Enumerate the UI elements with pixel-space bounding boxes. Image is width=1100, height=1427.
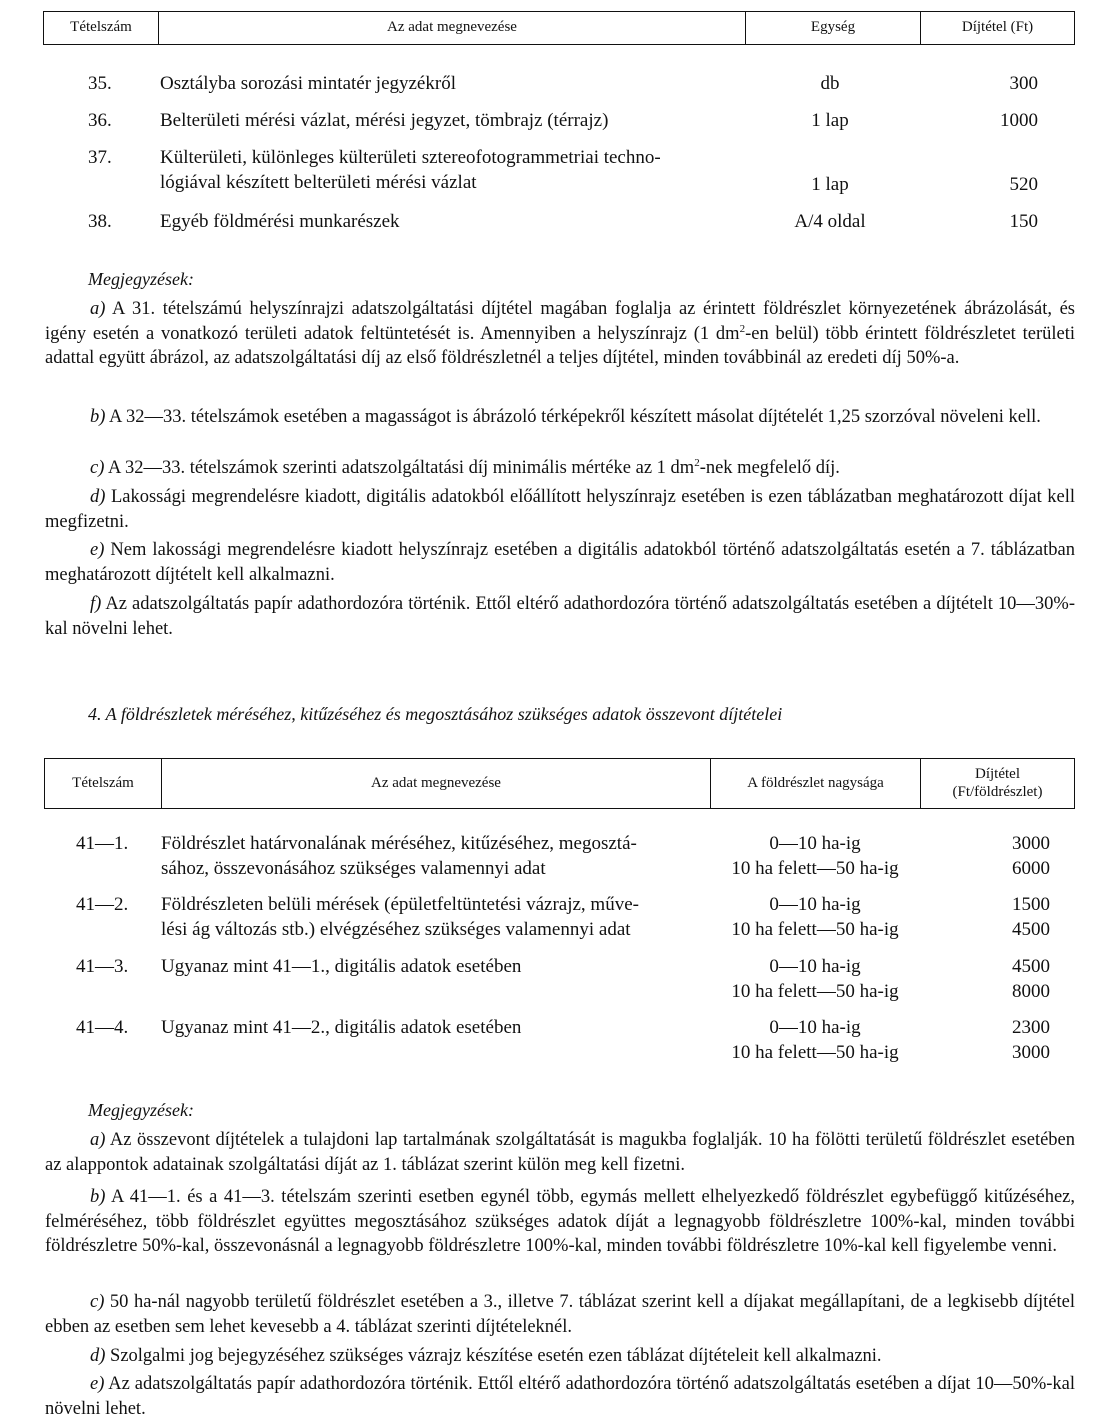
row-description-cont: sához, összevonásához szükséges valamennyi adat <box>161 858 546 879</box>
note-label: e) <box>90 1374 105 1394</box>
note-item <box>45 592 1075 641</box>
row-description-cont: lógiával készített belterületi mérési vázlat <box>160 172 477 193</box>
note-text: A 41—1. és a 41—3. tételszám szerinti esetben egynél több, egymás mellett elhelyezkedő földrészlet egybefüggő kitűzéséhez, felméréséhez, több földrészlet együttes megosztásához szükséges adatok díját a legnagyobb földrészletre 100%-kal, minden további földrészletre 50%-kal, összevonásnál a legnagyobb földrészletre 100%-kal, minden további földrészletre 10%-kal kell figyelembe venni. <box>45 1187 1075 1256</box>
row-fee: 3000 <box>1012 1042 1050 1063</box>
table-row <box>0 892 1100 944</box>
note-text: Az összevont díjtételek a tulajdoni lap tartalmának szolgáltatását is magukba foglalják. 10 ha fölötti területű földrészlet esetében az alappontok adatainak szolgáltatási díját az 1. táblázat szerint külön meg kell fizetni. <box>45 1130 1076 1175</box>
table1-header-fee: Díjtétel (Ft) <box>961 19 1034 36</box>
row-description: Földrészlet határvonalának méréséhez, kitűzéséhez, megosztá- <box>161 833 637 854</box>
row-size: 10 ha felett—50 ha-ig <box>731 1042 899 1063</box>
row-number: 35. <box>88 73 112 94</box>
row-description-cont: lési ág változás stb.) elvégzéséhez szükséges valamennyi adat <box>161 919 631 940</box>
row-size: 10 ha felett—50 ha-ig <box>731 981 899 1002</box>
row-description: Külterületi, különleges külterületi sztereofotogrammetriai techno- <box>160 147 661 168</box>
note-label: d) <box>90 1346 106 1366</box>
table1-header-desc: Az adat megnevezése <box>159 12 746 44</box>
note-item <box>45 1128 1075 1177</box>
row-fee: 4500 <box>1012 956 1050 977</box>
row-fee: 8000 <box>1012 981 1050 1002</box>
row-fee: 300 <box>1009 73 1038 94</box>
row-size: 10 ha felett—50 ha-ig <box>731 858 899 879</box>
row-unit: 1 lap <box>811 110 849 131</box>
note-label: a) <box>90 299 106 319</box>
table-row <box>0 108 1100 134</box>
note-label: b) <box>90 1187 106 1207</box>
row-fee: 1500 <box>1012 894 1050 915</box>
table2-header <box>44 758 1075 809</box>
row-number: 41—1. <box>76 833 129 854</box>
note-label: a) <box>90 1130 106 1150</box>
note-text: Az adatszolgáltatás papír adathordozóra történik. Ettől eltérő adathordozóra történő adatszolgáltatás esetében a díjtételt 10—30%-kal növelni lehet. <box>45 594 1075 639</box>
table-row <box>0 145 1100 197</box>
row-number: 37. <box>88 147 112 168</box>
row-size: 0—10 ha-ig <box>769 894 861 915</box>
note-text-cont: -en belül) több érintett földrészletet területi adattal együtt ábrázol, az adatszolgáltatási díj az első földrészletnél a teljes díjtétel, minden továbbinál az eredeti díj 50%-a. <box>45 323 1076 368</box>
table-row <box>0 831 1100 883</box>
table-row <box>0 954 1100 1006</box>
row-description: Ugyanaz mint 41—2., digitális adatok esetében <box>161 1017 522 1038</box>
row-fee: 2300 <box>1012 1017 1050 1038</box>
row-description: Földrészleten belüli mérések (épületfeltüntetési vázrajz, műve- <box>161 894 639 915</box>
note-label: e) <box>90 540 105 560</box>
note-label: b) <box>90 407 106 427</box>
note-superscript: 2 <box>739 322 746 335</box>
table2-header-fee <box>921 759 1074 808</box>
row-fee: 6000 <box>1012 858 1050 879</box>
notes1-title: Megjegyzések: <box>88 269 194 289</box>
row-description: Egyéb földmérési munkarészek <box>160 211 400 232</box>
row-fee: 3000 <box>1012 833 1050 854</box>
section-title: 4. A földrészletek méréséhez, kitűzéséhez és megosztásához szükséges adatok összevont díjtételei <box>88 704 783 724</box>
note-text: A 31. tételszámú helyszínrajzi adatszolgáltatási díjtétel magában foglalja az érintett földrészlet környezetének ábrázolását, és igény esetén a vonatkozó területi adatok feltüntetését is. Amennyiben a helyszínrajz (1 dm <box>45 299 1076 344</box>
row-fee: 150 <box>1009 211 1038 232</box>
table1-header-unit: Egység <box>746 12 921 44</box>
note-label: c) <box>90 1292 105 1312</box>
note-item <box>45 1185 1075 1259</box>
note-item <box>45 485 1075 534</box>
row-description: Ugyanaz mint 41—1., digitális adatok esetében <box>161 956 522 977</box>
row-size: 10 ha felett—50 ha-ig <box>731 919 899 940</box>
row-size: 0—10 ha-ig <box>769 833 861 854</box>
notes2-title: Megjegyzések: <box>88 1100 194 1120</box>
row-description: Belterületi mérési vázlat, mérési jegyzet, tömbrajz (térrajz) <box>160 110 609 131</box>
table2-header-size: A földrészlet nagysága <box>711 759 921 808</box>
note-text-cont: -nek megfelelő díj. <box>699 458 840 478</box>
row-unit: 1 lap <box>811 174 849 195</box>
table-row <box>0 209 1100 235</box>
row-fee: 520 <box>1009 174 1038 195</box>
note-text: Az adatszolgáltatás papír adathordozóra történik. Ettől eltérő adathordozóra történő adatszolgáltatás esetében a díjat 10—50%-kal növelni lehet. <box>45 1374 1075 1419</box>
note-text: Szolgalmi jog bejegyzéséhez szükséges vázrajz készítése esetén ezen táblázat díjtételeit kell alkalmazni. <box>110 1346 882 1366</box>
note-item <box>45 456 1075 481</box>
table-row <box>0 71 1100 97</box>
table1-header-num: Tételszám <box>44 12 159 44</box>
note-item <box>45 1290 1075 1339</box>
note-item <box>45 297 1075 371</box>
note-text: A 32—33. tételszámok szerinti adatszolgáltatási díj minimális mértéke az 1 dm <box>107 458 695 478</box>
row-unit: db <box>820 73 840 94</box>
row-number: 38. <box>88 211 112 232</box>
note-item <box>45 1344 1075 1369</box>
note-item <box>45 405 1075 430</box>
row-description: Osztályba sorozási mintatér jegyzékről <box>160 73 456 94</box>
note-item <box>45 538 1075 587</box>
note-label: f) <box>90 594 102 614</box>
note-text: A 32—33. tételszámok esetében a magasságot is ábrázoló térképekről készített másolat díjtételét 1,25 szorzóval növeleni kell. <box>109 407 1041 427</box>
note-superscript: 2 <box>694 456 700 469</box>
note-text: 50 ha-nál nagyobb területű földrészlet esetében a 3., illetve 7. táblázat szerint kell a díjakat megállapítani, de a legkisebb díjtétel ebben az esetben sem lehet kevesebb a 4. táblázat szerinti díjtételeknél. <box>45 1292 1076 1337</box>
note-text: Lakossági megrendelésre kiadott, digitális adatokból előállított helyszínrajz esetében is ezen táblázatban meghatározott díjat kell megfizetni. <box>45 487 1075 532</box>
table2-header-fee-line2: (Ft/földrészlet) <box>952 783 1043 800</box>
row-size: 0—10 ha-ig <box>769 956 861 977</box>
note-label: d) <box>90 487 106 507</box>
row-size: 0—10 ha-ig <box>769 1017 861 1038</box>
row-number: 41—3. <box>76 956 129 977</box>
row-unit: A/4 oldal <box>794 211 866 232</box>
note-label: c) <box>90 458 105 478</box>
table2-header-num: Tételszám <box>45 759 162 808</box>
row-fee: 1000 <box>1000 110 1038 131</box>
note-item <box>45 1372 1075 1421</box>
table2-header-fee-line1: Díjtétel <box>975 766 1020 783</box>
row-fee: 4500 <box>1012 919 1050 940</box>
row-number: 41—4. <box>76 1017 129 1038</box>
row-number: 36. <box>88 110 112 131</box>
table2-header-desc: Az adat megnevezése <box>162 759 711 808</box>
note-text: Nem lakossági megrendelésre kiadott helyszínrajz esetében a digitális adatokból történő adatszolgáltatás esetén a 7. táblázatban meghatározott díjtételt kell alkalmazni. <box>45 540 1075 585</box>
table1-header <box>43 11 1075 45</box>
table-row <box>0 1015 1100 1067</box>
row-number: 41—2. <box>76 894 129 915</box>
